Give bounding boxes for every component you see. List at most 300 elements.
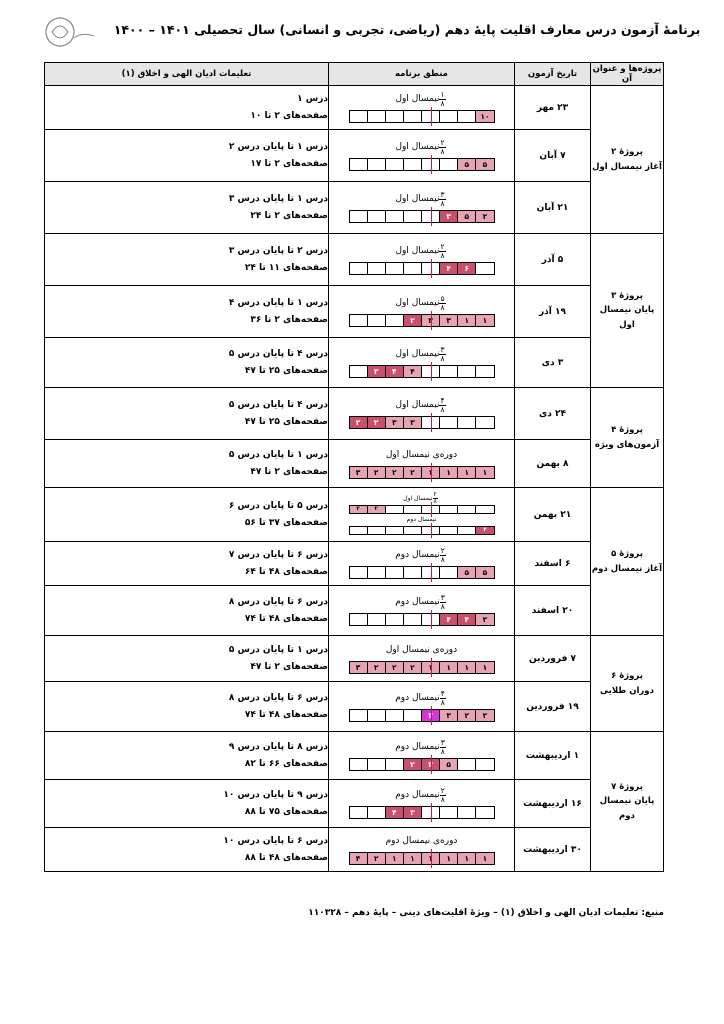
- progress-cell: [367, 614, 385, 625]
- topic-pages: صفحه‌های ۴۸ تا ۸۸: [244, 852, 328, 863]
- progress-cells: [349, 505, 495, 514]
- progress-cells: [349, 661, 495, 674]
- progress-cell: [439, 527, 457, 534]
- progress-cell: [367, 111, 385, 122]
- progress-cells: [349, 365, 495, 378]
- logic-label: [349, 787, 495, 804]
- header-logic: منطق برنامه: [329, 63, 515, 86]
- program-logic: [329, 338, 515, 388]
- progress-cell: [421, 366, 439, 377]
- topic-cell: [45, 586, 329, 636]
- exam-date: ۲۳ مهر: [515, 86, 591, 130]
- header-phase: پروژه‌ها و عنوان آن: [591, 63, 664, 86]
- logic-label-text: نیمسال اول: [395, 194, 440, 204]
- progress-cells: [349, 758, 495, 771]
- exam-date: ۷ آبان: [515, 130, 591, 182]
- phase-cell: [591, 732, 664, 872]
- topic-cell: [45, 542, 329, 586]
- logic-label-text: نیمسال دوم: [395, 550, 440, 560]
- progress-cell: ۱: [385, 853, 403, 864]
- topic-lessons: درس ۶ تا پایان درس ۷: [228, 550, 328, 561]
- fraction-denominator: ۸: [440, 404, 445, 414]
- progress-cell: ۳: [350, 662, 367, 673]
- table-row: [45, 682, 664, 732]
- progress-cell: ۵: [457, 211, 475, 222]
- progress-cell: ۲: [457, 710, 475, 721]
- fraction-numerator: ۴: [440, 688, 445, 698]
- progress-cell: [367, 315, 385, 326]
- progress-cell: [403, 506, 421, 513]
- exam-schedule-table: [44, 62, 664, 872]
- progress-cell: [385, 527, 403, 534]
- program-logic: [329, 440, 515, 488]
- progress-cell: ۴: [457, 614, 475, 625]
- fraction-numerator: ۲: [440, 137, 445, 147]
- logic-label: [349, 515, 495, 525]
- topic-pages: صفحه‌های ۲ تا ۲۴: [250, 210, 328, 221]
- table-row: [45, 488, 664, 542]
- progress-cell: [367, 567, 385, 578]
- progress-cell: ۱: [457, 662, 475, 673]
- progress-cell: [439, 366, 457, 377]
- progress-cell: [350, 315, 367, 326]
- progress-cell: ۴: [439, 614, 457, 625]
- fraction: [439, 397, 445, 414]
- progress-cell: [385, 159, 403, 170]
- phase-subtitle: آغاز نیمسال دوم: [591, 563, 663, 574]
- progress-cell: [350, 567, 367, 578]
- progress-cell: ۶: [457, 263, 475, 274]
- progress-cell: ۱: [457, 467, 475, 478]
- logic-label-text: نیمسال دوم: [406, 516, 437, 523]
- topic-cell: [45, 182, 329, 234]
- progress-cell: ۱: [421, 853, 439, 864]
- source-note: منبع: تعلیمات ادیان الهی و اخلاق (۱) – ویژهٔ اقلیت‌های دینی – پایهٔ دهم – ۱۱۰۳۲۸: [308, 908, 664, 918]
- progress-cell: [367, 710, 385, 721]
- progress-cell: [421, 417, 439, 428]
- fraction-denominator: ۸: [440, 794, 445, 804]
- logic-label: [349, 139, 495, 156]
- progress-cells: [349, 806, 495, 819]
- topic-lessons: درس ۱ تا پایان درس ۵: [228, 645, 328, 656]
- header-topic: تعلیمات ادیان الهی و اخلاق (۱): [45, 63, 329, 86]
- progress-cell: ۵: [475, 159, 493, 170]
- progress-cell: [475, 263, 493, 274]
- progress-cells: [349, 613, 495, 626]
- header-date: تاریخ آزمون: [515, 63, 591, 86]
- progress-cell: ۱: [475, 662, 493, 673]
- progress-cell: ۲: [367, 662, 385, 673]
- progress-cell: ۲: [403, 662, 421, 673]
- logic-label-text: نیمسال دوم: [395, 693, 440, 703]
- logic-label: [349, 91, 495, 108]
- progress-cell: [367, 527, 385, 534]
- logic-label: [349, 295, 495, 312]
- table-row: [45, 440, 664, 488]
- progress-cell: [475, 807, 493, 818]
- progress-cell: ۱: [421, 467, 439, 478]
- program-logic: [329, 828, 515, 872]
- fraction: [433, 492, 438, 505]
- topic-cell: [45, 234, 329, 286]
- phase-subtitle: پایان نیمسال اول: [599, 305, 655, 330]
- phase-subtitle: پایان نیمسال دوم: [599, 796, 655, 821]
- fraction-denominator: ۸: [440, 250, 445, 260]
- phase-title: پروژهٔ ۵: [611, 549, 643, 560]
- topic-cell: [45, 338, 329, 388]
- table-row: [45, 234, 664, 286]
- logic-label: [349, 397, 495, 414]
- logic-label: [349, 739, 495, 756]
- progress-cells: [349, 566, 495, 579]
- progress-cell: [421, 111, 439, 122]
- exam-date: ۱۶ اردیبهشت: [515, 780, 591, 828]
- logic-label: [349, 491, 495, 505]
- logic-label: [349, 346, 495, 363]
- progress-cell: [439, 159, 457, 170]
- progress-cell: [385, 263, 403, 274]
- progress-cell: [385, 111, 403, 122]
- progress-cell: ۴: [350, 853, 367, 864]
- progress-cell: [421, 807, 439, 818]
- fraction-numerator: ۳: [440, 737, 445, 747]
- progress-cell: [367, 159, 385, 170]
- progress-cell: [457, 111, 475, 122]
- topic-pages: صفحه‌های ۶۶ تا ۸۲: [244, 758, 328, 769]
- topic-lessons: درس ۱: [297, 94, 328, 105]
- logic-label: [349, 191, 495, 208]
- progress-cell: ۲: [475, 710, 493, 721]
- progress-cells: [349, 466, 495, 479]
- progress-cell: [457, 807, 475, 818]
- table-row: [45, 780, 664, 828]
- phase-title: پروژهٔ ۷: [611, 781, 643, 792]
- topic-pages: صفحه‌های ۳۷ تا ۵۶: [244, 517, 328, 528]
- logic-label: [349, 833, 495, 850]
- table-row: [45, 828, 664, 872]
- program-logic: [329, 182, 515, 234]
- progress-cell: [350, 211, 367, 222]
- logic-label: [349, 547, 495, 564]
- progress-cell: [367, 211, 385, 222]
- fraction-denominator: ۸: [440, 554, 445, 564]
- progress-cells: [349, 262, 495, 275]
- progress-cell: [475, 417, 493, 428]
- fraction-denominator: ۸: [440, 198, 445, 208]
- fraction-denominator: ۸: [440, 302, 445, 312]
- table-row: [45, 388, 664, 440]
- topic-pages: صفحه‌های ۱۱ تا ۲۴: [244, 262, 328, 273]
- logic-label-text: نیمسال اول: [403, 495, 433, 502]
- progress-cell: [439, 506, 457, 513]
- topic-pages: صفحه‌های ۲ تا ۴۷: [250, 466, 328, 477]
- progress-cell: ۳: [439, 315, 457, 326]
- progress-cell: [421, 527, 439, 534]
- program-logic: [329, 286, 515, 338]
- program-logic: [329, 130, 515, 182]
- exam-date: ۱ اردیبهشت: [515, 732, 591, 780]
- fraction: [439, 346, 445, 363]
- program-logic: [329, 86, 515, 130]
- progress-cell: ۲: [403, 467, 421, 478]
- exam-date: ۳ دی: [515, 338, 591, 388]
- exam-date: ۵ آذر: [515, 234, 591, 286]
- topic-lessons: درس ۱ تا پایان درس ۲: [228, 142, 328, 153]
- page-title: برنامهٔ آزمون درس معارف اقلیت پایهٔ دهم (ریاضی، تجربی و انسانی) سال تحصیلی ۱۴۰۱ – ۱۴۰۰: [113, 22, 701, 37]
- progress-cell: [403, 159, 421, 170]
- program-logic: [329, 732, 515, 780]
- table-row: [45, 542, 664, 586]
- program-logic: [329, 488, 515, 542]
- progress-cells: [349, 709, 495, 722]
- phase-subtitle: دوران طلایی: [600, 685, 654, 696]
- logic-label-text: نیمسال دوم: [395, 597, 440, 607]
- topic-pages: صفحه‌های ۲ تا ۴۷: [250, 661, 328, 672]
- topic-lessons: درس ۴ تا پایان درس ۵: [228, 400, 328, 411]
- topic-cell: [45, 388, 329, 440]
- progress-cell: ۳: [403, 807, 421, 818]
- topic-cell: [45, 286, 329, 338]
- fraction: [440, 547, 446, 564]
- fraction-numerator: ۲: [440, 241, 445, 251]
- progress-cell: [385, 759, 403, 770]
- progress-cell: [350, 527, 367, 534]
- phase-cell: [591, 86, 664, 234]
- logic-label-text: نیمسال اول: [395, 94, 440, 104]
- exam-date: ۲۴ دی: [515, 388, 591, 440]
- progress-cell: ۳: [350, 506, 367, 513]
- progress-cell: ۴: [385, 807, 403, 818]
- logic-label-text: نیمسال اول: [395, 349, 440, 359]
- progress-cell: ۲: [367, 417, 385, 428]
- progress-cell: [403, 710, 421, 721]
- logic-label-text: دوره‌ی نیمسال اول: [385, 450, 458, 460]
- fraction: [440, 690, 446, 707]
- progress-cell: [403, 614, 421, 625]
- fraction-numerator: ۱: [440, 89, 445, 99]
- fraction-denominator: ۸: [440, 98, 445, 108]
- progress-cells: [349, 416, 495, 429]
- progress-cell: ۲: [403, 759, 421, 770]
- progress-cell: [350, 263, 367, 274]
- logic-label-text: نیمسال اول: [395, 400, 440, 410]
- progress-cell: ۴: [385, 366, 403, 377]
- phase-subtitle: آزمون‌های ویژه: [594, 439, 660, 450]
- fraction-numerator: ۲: [440, 785, 445, 795]
- progress-cell: [457, 527, 475, 534]
- exam-date: ۲۱ بهمن: [515, 488, 591, 542]
- progress-cell: ۲: [385, 662, 403, 673]
- phase-title: پروژهٔ ۶: [611, 671, 643, 682]
- progress-cell: ۱: [439, 467, 457, 478]
- progress-cell: ۵: [439, 759, 457, 770]
- progress-cell: [385, 506, 403, 513]
- logic-label: [349, 690, 495, 707]
- progress-cell: [385, 614, 403, 625]
- progress-cell: ۱: [475, 315, 493, 326]
- progress-cell: [421, 211, 439, 222]
- progress-cell: [439, 417, 457, 428]
- progress-cell: [421, 506, 439, 513]
- progress-cell: [350, 159, 367, 170]
- progress-cell: ۱: [403, 853, 421, 864]
- progress-cell: [403, 211, 421, 222]
- topic-lessons: درس ۲ تا پایان درس ۳: [228, 246, 328, 257]
- logic-label: [349, 594, 495, 611]
- fraction-numerator: ۲: [440, 545, 445, 555]
- progress-cell: [350, 759, 367, 770]
- logic-label-text: نیمسال اول: [395, 142, 440, 152]
- progress-cell: ۲: [367, 506, 385, 513]
- fraction-numerator: ۲: [433, 491, 437, 498]
- topic-lessons: درس ۱ تا پایان درس ۳: [228, 194, 328, 205]
- progress-cell: ۱: [475, 853, 493, 864]
- topic-cell: [45, 130, 329, 182]
- fraction-denominator: ۸: [440, 746, 445, 756]
- progress-cell: [350, 111, 367, 122]
- progress-cell: [457, 417, 475, 428]
- phase-cell: [591, 636, 664, 732]
- progress-cell: ۱: [439, 853, 457, 864]
- program-logic: [329, 636, 515, 682]
- phase-cell: [591, 234, 664, 388]
- progress-cell: ۲: [385, 467, 403, 478]
- table-row: [45, 130, 664, 182]
- progress-cell: ۳: [421, 710, 439, 721]
- progress-cell: [457, 366, 475, 377]
- logic-label: [349, 243, 495, 260]
- fraction: [439, 139, 445, 156]
- phase-cell: [591, 388, 664, 488]
- progress-cell: ۱: [457, 853, 475, 864]
- fraction: [439, 243, 445, 260]
- topic-pages: صفحه‌های ۲۵ تا ۴۷: [244, 365, 328, 376]
- progress-cell: [403, 527, 421, 534]
- fraction: [439, 191, 445, 208]
- topic-pages: صفحه‌های ۲۵ تا ۴۷: [244, 416, 328, 427]
- progress-cell: [475, 759, 493, 770]
- progress-cell: [350, 614, 367, 625]
- fraction-numerator: ۴: [440, 395, 445, 405]
- program-logic: [329, 780, 515, 828]
- fraction-numerator: ۳: [440, 592, 445, 602]
- progress-cell: [367, 263, 385, 274]
- fraction-numerator: ۳: [440, 344, 445, 354]
- table-body: [45, 86, 664, 872]
- program-logic: [329, 682, 515, 732]
- progress-cell: [385, 211, 403, 222]
- progress-cell: ۵: [457, 567, 475, 578]
- progress-cells: [349, 110, 495, 123]
- fraction-denominator: ۸: [440, 601, 445, 611]
- logic-label: [349, 447, 495, 464]
- table-row: [45, 636, 664, 682]
- exam-date: ۲۰ اسفند: [515, 586, 591, 636]
- topic-lessons: درس ۸ تا پایان درس ۹: [228, 742, 328, 753]
- program-logic: [329, 542, 515, 586]
- phase-title: پروژهٔ ۲: [611, 147, 643, 158]
- fraction: [439, 91, 445, 108]
- progress-cell: ۳: [421, 315, 439, 326]
- topic-pages: صفحه‌های ۲ تا ۱۷: [250, 158, 328, 169]
- topic-lessons: درس ۱ تا پایان درس ۴: [228, 298, 328, 309]
- progress-cell: ۱: [421, 662, 439, 673]
- logic-label-text: نیمسال اول: [395, 298, 440, 308]
- table-row: [45, 338, 664, 388]
- topic-cell: [45, 828, 329, 872]
- topic-pages: صفحه‌های ۴۸ تا ۶۴: [244, 566, 328, 577]
- table-row: [45, 732, 664, 780]
- phase-title: پروژهٔ ۳: [611, 290, 643, 301]
- topic-lessons: درس ۵ تا پایان درس ۶: [228, 501, 328, 512]
- exam-date: ۱۹ فروردین: [515, 682, 591, 732]
- fraction-denominator: ۸: [433, 498, 437, 505]
- program-logic: [329, 234, 515, 286]
- progress-cell: [385, 315, 403, 326]
- topic-pages: صفحه‌های ۷۵ تا ۸۸: [244, 806, 328, 817]
- progress-cell: [439, 567, 457, 578]
- topic-cell: [45, 780, 329, 828]
- fraction: [439, 295, 445, 312]
- program-logic: [329, 586, 515, 636]
- exam-date: ۳۰ اردیبهشت: [515, 828, 591, 872]
- progress-cells: [349, 158, 495, 171]
- phase-title: پروژهٔ ۴: [611, 425, 643, 436]
- progress-cell: ۳: [421, 759, 439, 770]
- logic-label: [349, 642, 495, 659]
- progress-cell: [457, 759, 475, 770]
- progress-cell: [421, 159, 439, 170]
- program-logic: [329, 388, 515, 440]
- phase-subtitle: آغاز نیمسال اول: [592, 161, 662, 172]
- progress-cell: [350, 366, 367, 377]
- logo: [40, 12, 100, 56]
- topic-pages: صفحه‌های ۲ تا ۳۶: [250, 314, 328, 325]
- progress-cells: [349, 314, 495, 327]
- topic-cell: [45, 682, 329, 732]
- progress-cell: ۲: [350, 417, 367, 428]
- progress-cell: [403, 263, 421, 274]
- progress-cell: ۴: [439, 263, 457, 274]
- topic-lessons: درس ۴ تا پایان درس ۵: [228, 349, 328, 360]
- exam-date: ۷ فروردین: [515, 636, 591, 682]
- topic-cell: [45, 86, 329, 130]
- progress-cell: ۳: [403, 417, 421, 428]
- table-row: [45, 182, 664, 234]
- exam-date: ۲۱ آبان: [515, 182, 591, 234]
- progress-cell: [350, 710, 367, 721]
- fraction: [440, 787, 446, 804]
- progress-cell: ۳: [385, 417, 403, 428]
- progress-cell: [439, 807, 457, 818]
- table-row: [45, 286, 664, 338]
- progress-cell: ۲: [367, 853, 385, 864]
- fraction-denominator: ۸: [440, 353, 445, 363]
- progress-cell: [403, 111, 421, 122]
- fraction: [440, 739, 446, 756]
- topic-cell: [45, 488, 329, 542]
- progress-cell: ۳: [439, 211, 457, 222]
- progress-cell: ۴: [403, 366, 421, 377]
- progress-cell: [367, 759, 385, 770]
- fraction-denominator: ۸: [440, 146, 445, 156]
- logic-label-text: دوره‌ی نیمسال دوم: [385, 836, 458, 846]
- progress-cell: ۲: [367, 366, 385, 377]
- topic-cell: [45, 732, 329, 780]
- progress-cell: ۲: [367, 467, 385, 478]
- progress-cells: [349, 526, 495, 535]
- topic-cell: [45, 636, 329, 682]
